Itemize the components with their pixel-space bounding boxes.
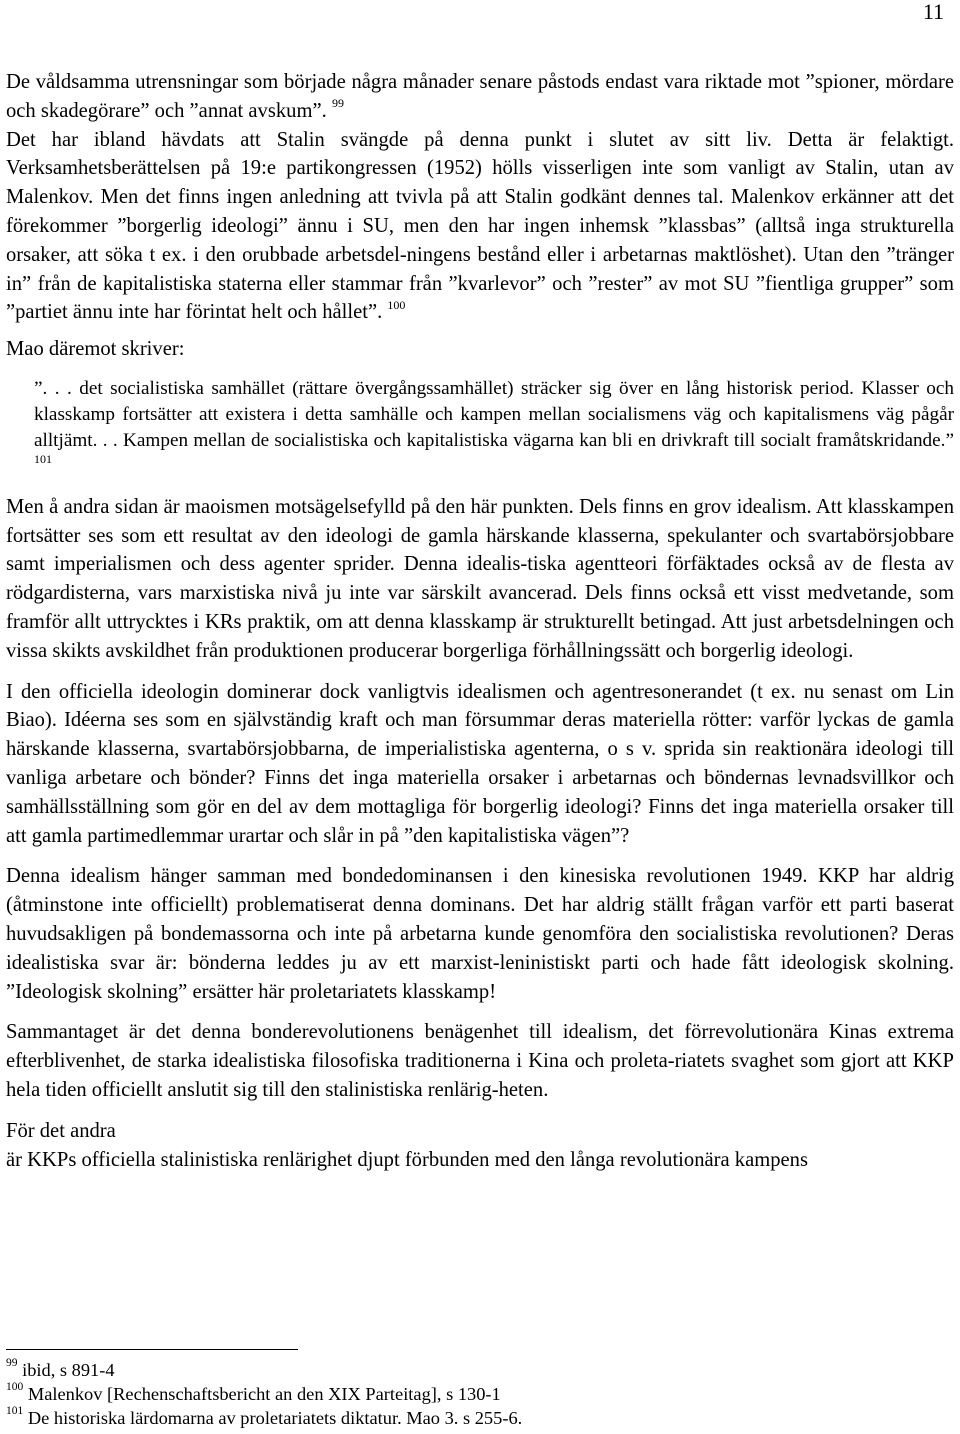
- footnote-ref-100[interactable]: 100: [387, 297, 406, 312]
- footnotes: [6, 1358, 946, 1430]
- footnote-99: $^{99}$ ibid, s 891-4: [6, 1356, 115, 1380]
- paragraph-3: Mao däremot skriver:: [6, 338, 185, 361]
- footnote-ref-101[interactable]: 101: [34, 452, 52, 467]
- footnote-ref-99[interactable]: 99: [331, 95, 344, 110]
- paragraph-7: Sammantaget är det denna bonderevolutionens benägenhet till idealism, det förrevolutionära Kinas extrema efterblivenhet, de starka idealistiska filosofiska traditionerna i Kina och proleta-riatets svaghet som gjort att KKP hela tiden officiellt anslutit sig till den stalinistiska renlärig-heten.: [6, 1021, 954, 1101]
- paragraph-6: Denna idealism hänger samman med bondedominansen i den kinesiska revolutionen 1949. KKP har aldrig (åtminstone inte officiellt) problematiserat denna dominans. Det har aldrig ställt frågan varför ett parti baserat huvudsakligen på bondemassorna och inte på arbetarna kunde genomföra den socialistiska revolutionen? Deras idealistiska svar är: bönderna leddes ju av ett marxist-leninistiskt parti och hade fått ideologisk skolning. ”Ideologisk skolning” ersätter här proletariatets klasskamp!: [6, 865, 954, 1003]
- footnote-101: $^{101}$ De historiska lärdomarna av proletariatets diktatur. Mao 3. s 255-6.: [6, 1404, 523, 1428]
- block-quote: ”. . . det socialistiska samhället (rättare övergångssamhället) sträcker sig över en lång historisk period. Klasser och klasskamp fortsätter att existera i detta samhälle och kampen mellan socialismens väg och kapitalismens väg pågår alltjämt. . . Kampen mellan de socialistiska och kapitalistiska vägarna kan bli en drivkraft till socialt framåtskridande.” $^{101}$: [34, 377, 954, 467]
- paragraph-2: Det har ibland hävdats att Stalin svängde på denna punkt i slutet av sitt liv. Detta är felaktigt. Verksamhetsberättelsen på 19:e partikongressen (1952) hölls visserligen inte som vanligt av Stalin, utan av Malenkov. Men det finns ingen anledning att tvivla på att Stalin godkänt dennes tal. Malenkov erkänner att det förekommer ”borgerlig ideologi” ännu i SU, men den har ingen inhemsk ”klassbas” (alltså inga strukturella orsaker, att söka t ex. i den orubbade arbetsdel-ningens bestånd eller i arbetarnas maktlöshet). Utan den ”tränger in” från de kapitalistiska staterna eller stammar från ”kvarlevor” och ”rester” av mot SU ”fientliga grupper” som ”partiet ännu inte har förintat helt och hållet”. $^{100}$: [6, 128, 954, 324]
- paragraph-5: I den officiella ideologin dominerar dock vanligtvis idealismen och agentresonerandet (t ex. nu senast om Lin Biao). Idéerna ses som en självständig kraft och man försummar deras materiella rötter: varför lyckas de gamla härskande klasserna, svartabörsjobbarna, de imperialistiska agenterna, o s v. sprida sin reaktionära ideologi till vanliga arbetare och bönder? Finns det inga materiella orsaker i arbetarnas och böndernas levnadsvillkor och samhällsställning som gör en del av dem mottagliga för borgerlig ideologi? Finns det inga materiella orsaker till att gamla partimedlemmar urartar och slår in på ”den kapitalistiska vägen”?: [6, 680, 954, 847]
- page-number: 11: [922, 0, 944, 24]
- body-text: [6, 68, 954, 1174]
- footnote-divider: [6, 1349, 298, 1350]
- section-heading: För det andra: [6, 1119, 116, 1142]
- paragraph-8: är KKPs officiella stalinistiska renlärighet djupt förbunden med den långa revolutionära kampens: [6, 1148, 808, 1171]
- paragraph-4: Men å andra sidan är maoismen motsägelsefylld på den här punkten. Dels finns en grov idealism. Att klasskampen fortsätter ses som ett resultat av den ideologi de gamla härskande klasserna, spekulanter och svartabörsjobbare samt imperialismen och dess agenter sprider. Denna idealis-tiska agentteori förfäktades också av de flesta av rödgardisterna, vars marxistiska nivå ju inte var särskilt avancerad. Dels finns också ett visst medvetande, som framför allt uttrycktes i KRs praktik, om att denna klasskamp är strukturellt betingad. Att just arbetsdelningen och vissa skikts avskildhet från produktionen producerar borgerliga förhållningssätt och borgerlig ideologi.: [6, 495, 954, 662]
- footnote-100: $^{100}$ Malenkov [Rechenschaftsbericht an den XIX Parteitag], s 130-1: [6, 1380, 501, 1404]
- paragraph-1: De våldsamma utrensningar som började några månader senare påstods endast vara riktade mot ”spioner, mördare och skadegörare” och ”annat avskum”. $^{99}$: [6, 71, 954, 122]
